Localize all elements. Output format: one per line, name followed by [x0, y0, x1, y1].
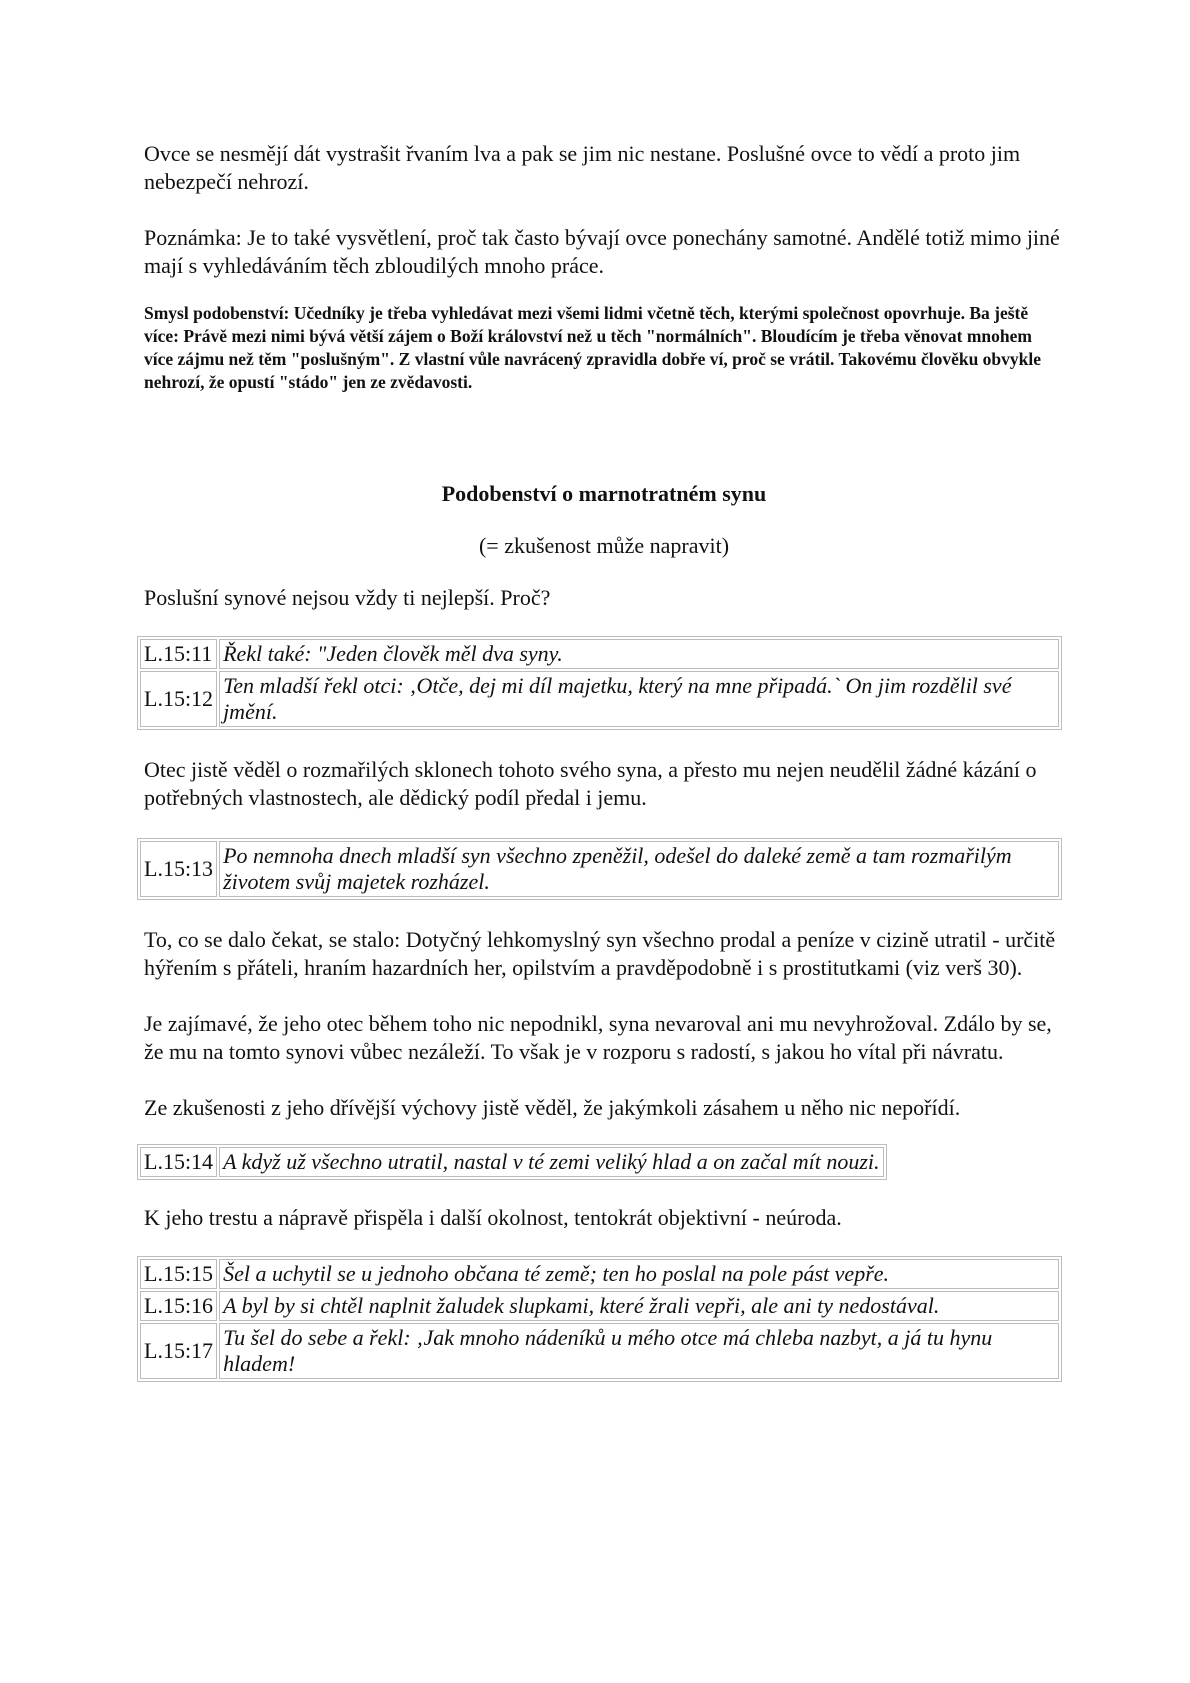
verse-ref: L.15:17: [140, 1323, 217, 1379]
parable-meaning: Smysl podobenství: Učedníky je třeba vyhledávat mezi všemi lidmi včetně těch, kterými společnost opovrhuje. Ba ještě více: Právě mezi nimi bývá větší zájem o Boží království než u těch "normálních". Bloudícím je třeba věnovat mnohem více zájmu než těm "poslušným". Z vlastní vůle navrácený zpravidla dobře ví, proč se vrátil. Takovému člověku obvykle nehrozí, že opustí "stádo" jen ze zvědavosti.: [144, 303, 1042, 392]
section-subtitle: (= zkušenost může napravit): [478, 533, 730, 558]
table-row: [140, 1291, 1059, 1321]
table-row: [140, 1323, 1059, 1379]
verse-ref: L.15:12: [140, 671, 217, 727]
verse-ref: L.15:11: [140, 639, 217, 669]
verse-text: Šel a uchytil se u jednoho občana té země; ten ho poslal na pole pást vepře.: [219, 1259, 1059, 1289]
paragraph-5: K jeho trestu a nápravě přispěla i další okolnost, tentokrát objektivní - neúroda.: [144, 1205, 842, 1230]
table-row: [140, 1259, 1059, 1289]
verse-text: Po nemnoha dnech mladší syn všechno zpeněžil, odešel do daleké země a tam rozmařilým životem svůj majetek rozházel.: [219, 841, 1059, 897]
verse-text: Řekl také: "Jeden člověk měl dva syny.: [219, 639, 1059, 669]
verse-table-2: [137, 838, 1062, 900]
verse-ref: L.15:14: [140, 1147, 217, 1177]
table-row: [140, 671, 1059, 727]
verse-table-3: [137, 1144, 887, 1180]
verse-table-1: [137, 636, 1062, 730]
section-title: Podobenství o marnotratném synu: [441, 481, 767, 506]
intro-paragraph-2: Poznámka: Je to také vysvětlení, proč tak často bývají ovce ponechány samotné. Andělé totiž mimo jiné mají s vyhledáváním těch zbloudilých mnoho práce.: [144, 225, 1060, 278]
verse-text: A byl by si chtěl naplnit žaludek slupkami, které žrali vepři, ale ani ty nedostával.: [219, 1291, 1059, 1321]
paragraph-2: To, co se dalo čekat, se stalo: Dotyčný lehkomyslný syn všechno prodal a peníze v cizině utratil - určitě hýřením s přáteli, hraním hazardních her, opilstvím a pravděpodobně i s prostitutkami (viz verš 30).: [144, 927, 1056, 980]
verse-ref: L.15:15: [140, 1259, 217, 1289]
verse-table-4: [137, 1256, 1062, 1382]
paragraph-1: Otec jistě věděl o rozmařilých sklonech tohoto svého syna, a přesto mu nejen neudělil žádné kázání o potřebných vlastnostech, ale dědický podíl předal i jemu.: [144, 757, 1037, 810]
intro-paragraph-1: Ovce se nesmějí dát vystrašit řvaním lva a pak se jim nic nestane. Poslušné ovce to vědí a proto jim nebezpečí nehrozí.: [144, 141, 1021, 194]
paragraph-4: Ze zkušenosti z jeho dřívější výchovy jistě věděl, že jakýmkoli zásahem u něho nic nepořídí.: [144, 1095, 961, 1120]
verse-ref: L.15:13: [140, 841, 217, 897]
table-row: [140, 639, 1059, 669]
verse-text: A když už všechno utratil, nastal v té zemi veliký hlad a on začal mít nouzi.: [219, 1147, 883, 1177]
table-row: [140, 1147, 884, 1177]
verse-ref: L.15:16: [140, 1291, 217, 1321]
verse-text: Ten mladší řekl otci: ‚Otče, dej mi díl majetku, který na mne připadá.` On jim rozdělil své jmění.: [219, 671, 1059, 727]
verse-text: Tu šel do sebe a řekl: ‚Jak mnoho nádeníků u mého otce má chleba nazbyt, a já tu hynu hladem!: [219, 1323, 1059, 1379]
paragraph-3: Je zajímavé, že jeho otec během toho nic nepodnikl, syna nevaroval ani mu nevyhrožoval. Zdálo by se, že mu na tomto synovi vůbec nezáleží. To však je v rozporu s radostí, s jakou ho vítal při návratu.: [144, 1011, 1052, 1064]
section-lead: Poslušní synové nejsou vždy ti nejlepší. Proč?: [144, 585, 551, 610]
document-page: [144, 140, 1064, 1382]
table-row: [140, 841, 1059, 897]
